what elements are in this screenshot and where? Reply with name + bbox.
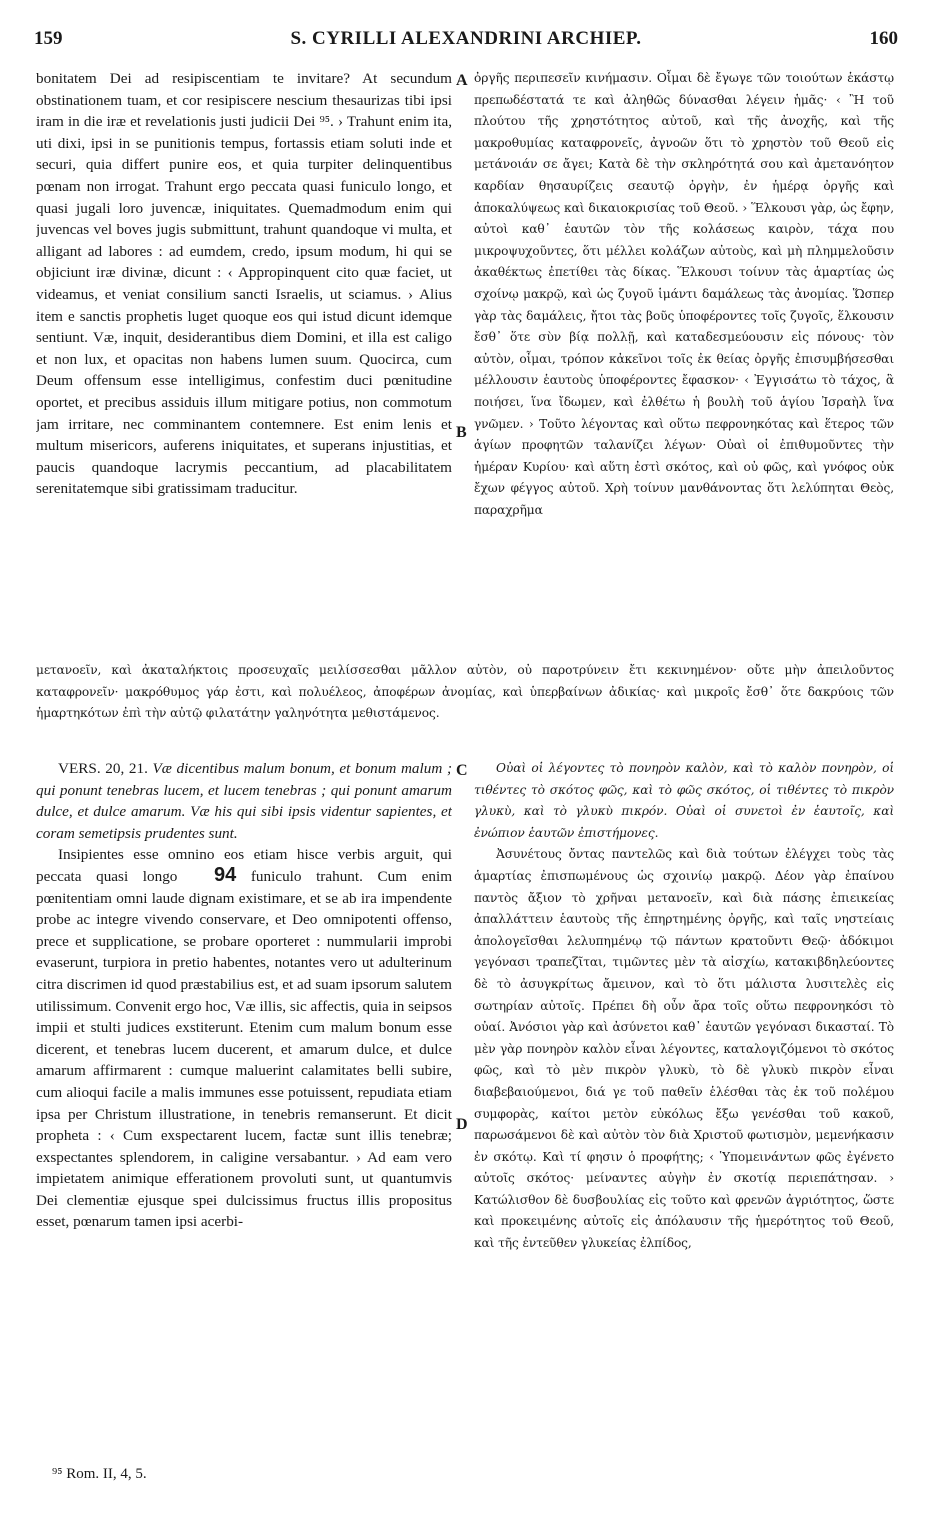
margin-letter-d: D [456,1116,468,1133]
latin-commentary [36,844,452,1233]
greek-paragraph-full: μετανοεῖν, καὶ ἀκαταλήκτοις προσευχαῖς μειλίσσεσθαι μᾶλλον αὐτὸν, οὐ παροτρύνειν ἔτι κεκινημένον· οὔτε μὴν ἀπειλοῦντος καταφρονεῖν· μακρόθυμος γάρ ἐστι, καὶ πολυέλεος, ἀποφέρων ἀνομίας, καὶ ὑπερβαίνων ἀδικίας· καὶ μικροῖς ἔσθ᾽ ὅτε δακρύοις τῶν ἡμαρτηκότων ἐπὶ τὴν αὐτῷ φιλατάτην γαληνότητα μεθιστάμενος. [36,663,894,721]
column-number-marker: 94 [214,863,237,886]
verse-latin [36,758,452,844]
latin-column-top [36,68,452,658]
greek-column-top [474,68,894,658]
greek-commentary: Ἀσυνέτους ὄντας παντελῶς καὶ διὰ τούτων ἐλέγχει τοὺς τὰς ἁμαρτίας ἐπισπωμένους ὡς σχοινίῳ μακρῷ. Δέον γὰρ ἐπαίνου παντὸς ἄξιον τὸ χρῆναι μετανοεῖν, καὶ διὰ πάσης ἐπιεικείας ἀπαλλάττειν ἑαυτοὺς τῆς ἐπηρτημένης ὀργῆς, καὶ ταῖς νηστείαις ἀπολογεῖσθαι λελυπημένῳ τῷ πάντων κρατοῦντι Θεῷ· ἀδόκιμοι γεγόνασι τραπεζῖται, τιμῶντες μὲν τὰ αἰσχίω, κατακιβδηλεύοντες δὲ τὸ ἀσυγκρίτως ἄμεινον, καὶ τὸ ὅτι μάλιστα λυσιτελὲς εἰς σωτηρίαν αὐτοῖς. Πρέπει δὴ οὖν ἄρα τοῖς οὕτω πεφρονηκόσι τὸ οὐαί. Ἀνόσιοι γὰρ καὶ ἀσύνετοι καθ᾽ ἑαυτῶν γεγόνασι δικασταί. Τὸ μὲν γὰρ πονηρὸν καλὸν εἶναι λέγοντες, καταλογιζόμενοι τὸ σκότος φῶς, καὶ τὸ μὲν πικρὸν γλυκὺ, τὸ δὲ γλυκὺ πικρὸν εἶναι διαβεβαιούμενοι, διά γε τοῦ παθεῖν ἑλέσθαι τὰς ἐκ τοῦ πολέμου συμφορὰς, καίτοι μετὸν εὐκόλως ἔξω γενέσθαι τοῦ κακοῦ, παρωσάμενοι δὲ καὶ αὐτὸν τὸν διὰ Χριστοῦ φωτισμὸν, μεμενήκασιν ἐν σκότῳ. Καὶ τί φησιν ὁ προφήτης; ‹ Ὑπομεινάντων φῶς ἐγένετο αὐτοῖς σκότος· μείναντες αὐγὴν ἐν σκοτίᾳ περιεπάτησαν. › Κατώλισθον δὲ δυσβουλίας εἰς τοῦτο καὶ φρενῶν ἀγριότητος, ὥστε καὶ προκειμένης αὐτοῖς εἰς ἀπόλαυσιν τῆς ἡμερότητος τοῦ Θεοῦ, καὶ τῆς ἐντεῦθεν γλυκείας ἐλπίδος, [474,847,894,1251]
latin-commentary-part-1: Insipientes esse omnino eos etiam hisce verbis arguit, qui peccata quasi longo [36,846,452,885]
page-number-left: 159 [34,28,63,49]
verse-latin-text: Væ dicentibus malum bonum, et bonum malum ; qui ponunt tenebras lucem, et lucem tenebras ; qui ponunt amarum dulce, et dulce amarum. Væ his qui sibi ipsis videntur sapientes, et coram semetipsis prudentes sunt. [36,760,452,842]
latin-paragraph: bonitatem Dei ad resipiscentiam te invitare? At secundum obstinationem tuam, et cor resipiscere nescium thesaurizas tibi ipsi iram in die iræ et revelationis justi judicii Dei ⁹⁵. › Trahunt enim ita, uti dixi, ipsi in se punitionis tempus, fortassis etiam soluti inde et securi, quia differt punire eos, et quia turpiter delinquentibus pœnam non irrogat. Trahunt ergo peccata quasi funiculo longo, et quasi jugali loro juvencæ, iniquitates. Quemadmodum enim qui juvencas vel boves jugis submittunt, trahunt quandoque vi multa, et alligant ad labores : ad eumdem, credo, ipsum modum, hi qui se objiciunt iræ divinæ, dicunt : ‹ Appropinquent cito quæ faciet, ut videamus, et veniat consilium sancti Israelis, ut sciamus. › Alius item e sanctis prophetis luget quoque eos qui istud dicunt idemque sentiunt. Væ, inquit, desiderantibus diem Domini, et illa est caligo et non lux, et opacitas non habens lumen suum. Quocirca, cum Deum offensum esse intelligimus, confestim duci pœnitudine oportet, et precibus assiduis illum mitigare potius, non commotum jam irritare, nec comminantem contemnere. Est enim lenis et multum misericors, auferens iniquitates, et superans injustitias, et paucis quandoque lacrymis peccantium, ad placabilitatem serenitatemque sibi gratissimam traducitur. [36,70,452,498]
footnote: ⁹⁵ Rom. II, 4, 5. [52,1466,147,1482]
margin-letter-c: C [456,762,468,779]
greek-paragraph: ὀργῆς περιπεσεῖν κινήμασιν. Οἶμαι δὲ ἔγωγε τῶν τοιούτων ἑκάστῳ πρεπωδέστατά τε καὶ ἀληθῶς δύνασθαι λέγειν ἡμᾶς· ‹ Ἢ τοῦ πλούτου τῆς χρηστότητος αὐτοῦ, καὶ τῆς ἀνοχῆς, καὶ τῆς μακροθυμίας καταφρονεῖς, ἀγνοῶν ὅτι τὸ χρηστὸν τοῦ Θεοῦ εἰς μετάνοιάν σε ἄγει; Κατὰ δὲ τὴν σκληρότητά σου καὶ ἀμετανόητον καρδίαν θησαυρίζεις σεαυτῷ ὀργὴν, ἐν ἡμέρᾳ ὀργῆς καὶ ἀποκαλύψεως καὶ δικαιοκρισίας τοῦ Θεοῦ. › Ἕλκουσι γὰρ, ὡς ἔφην, αὐτοὶ καθ᾽ ἑαυτῶν τὸν τῆς κολάσεως καιρὸν, τάχα που μικροψυχοῦντες, ὅτι μέλλει κολάζων αὐτοὺς, καὶ μὴ πλημμελοῦσιν ἀκαθέκτως ἐπετίθει τὰς δίκας. Ἕλκουσι τοίνυν τὰς ἁμαρτίας ὡς σχοίνῳ μακρῷ, καὶ ὡς ζυγοῦ ἱμάντι δαμάλεως τὰς ἀνομίας. Ὥσπερ γὰρ τὰς δαμάλεις, ἤτοι τὰς βοῦς ὑποφέροντες τοῖς ζυγοῖς, ἕλκουσιν ἔσθ᾽ ὅτε σὺν βίᾳ πολλῇ, καὶ καταδεσμεύουσιν εἰς πόνους· τὸν αὐτὸν, οἶμαι, τρόπον κἀκεῖνοι τοῖς ἐκ θείας ὀργῆς ἐπισυμβήσεσθαι μέλλουσιν ἑαυτοὺς ὑποφέροντες ἔφασκον· ‹ Ἐγγισάτω τὸ τάχος, ἃ ποιήσει, ἵνα ἴδωμεν, καὶ ἐλθέτω ἡ βουλὴ τοῦ ἁγίου Ἰσραὴλ ἵνα γνῶμεν. › Τοῦτο λέγοντας καὶ οὕτω πεφρονηκότας καὶ ἕτερος τῶν ἁγίων προφητῶν ταλανίζει λέγων· Οὐαὶ οἱ ἐπιθυμοῦντες τὴν ἡμέραν Κυρίου· καὶ αὕτη ἐστὶ σκότος, καὶ οὐ φῶς, καὶ γνόφος οὐκ ἔχων φέγγος αὐτοῦ. Χρὴ τοίνυν μανθάνοντας ὅτι λελύπηται Θεὸς, παραχρῆμα [474,71,894,517]
greek-column-bottom [474,758,894,1458]
greek-full-width-block [36,660,894,746]
latin-column-bottom [36,758,452,1458]
page-header [34,28,898,54]
margin-letter-b: B [456,424,467,441]
margin-letter-a: A [456,72,468,89]
verse-greek: Οὐαὶ οἱ λέγοντες τὸ πονηρὸν καλὸν, καὶ τὸ καλὸν πονηρὸν, οἱ τιθέντες τὸ σκότος φῶς, καὶ τὸ φῶς σκότος, οἱ τιθέντες τὸ πικρὸν γλυκὺ, καὶ τὸ γλυκὺ πικρόν. Οὐαὶ οἱ συνετοὶ ἐν ἑαυτοῖς, καὶ ἐνώπιον ἑαυτῶν ἐπιστήμονες. [474,761,894,840]
latin-commentary-part-2: funiculo trahunt. Cum enim pœnitentiam omni laude dignam existimare, et se ab ira impendente probe ac integre vivendo conservare, et Deo omnipotenti offenso, prece et supplicatione, se probare oporteret : nummularii improbi evaserunt, turpiora in pretio habentes, notantes vero ut adulterinum citra discrimen id quod præstabilius est, et ad suam ipsorum salutem utilissimum. Convenit ergo hoc, Væ illis, sic affectis, quia in seipsos impii et stulti judices exstiterunt. Etenim cum malum bonum esse dicerent, et tenebras lucem ducerent, et amarum dulce, et dulce amarum affirmarent : cumque maluerint calamitates belli subire, cum alioqui facile a malis immunes esse potuissent, repudiata etiam ipsa per Christum illustratione, in tenebris remanserunt. Et dicit propheta : ‹ Cum exspectarent lucem, factæ sunt illis tenebræ; exspectantes splendorem, in caligine versabantur. › Ad eam vero impietatem animique efferationem provoluti sunt, ut quantumvis Dei clementiæ ejusque spei dulcissimus fructus illis propositus esset, pœnarum tamen ipsi acerbi- [36,867,452,1231]
running-title: S. CYRILLI ALEXANDRINI ARCHIEP. [290,28,642,49]
verse-label: VERS. 20, 21. [58,760,148,777]
page-number-right: 160 [869,28,898,49]
